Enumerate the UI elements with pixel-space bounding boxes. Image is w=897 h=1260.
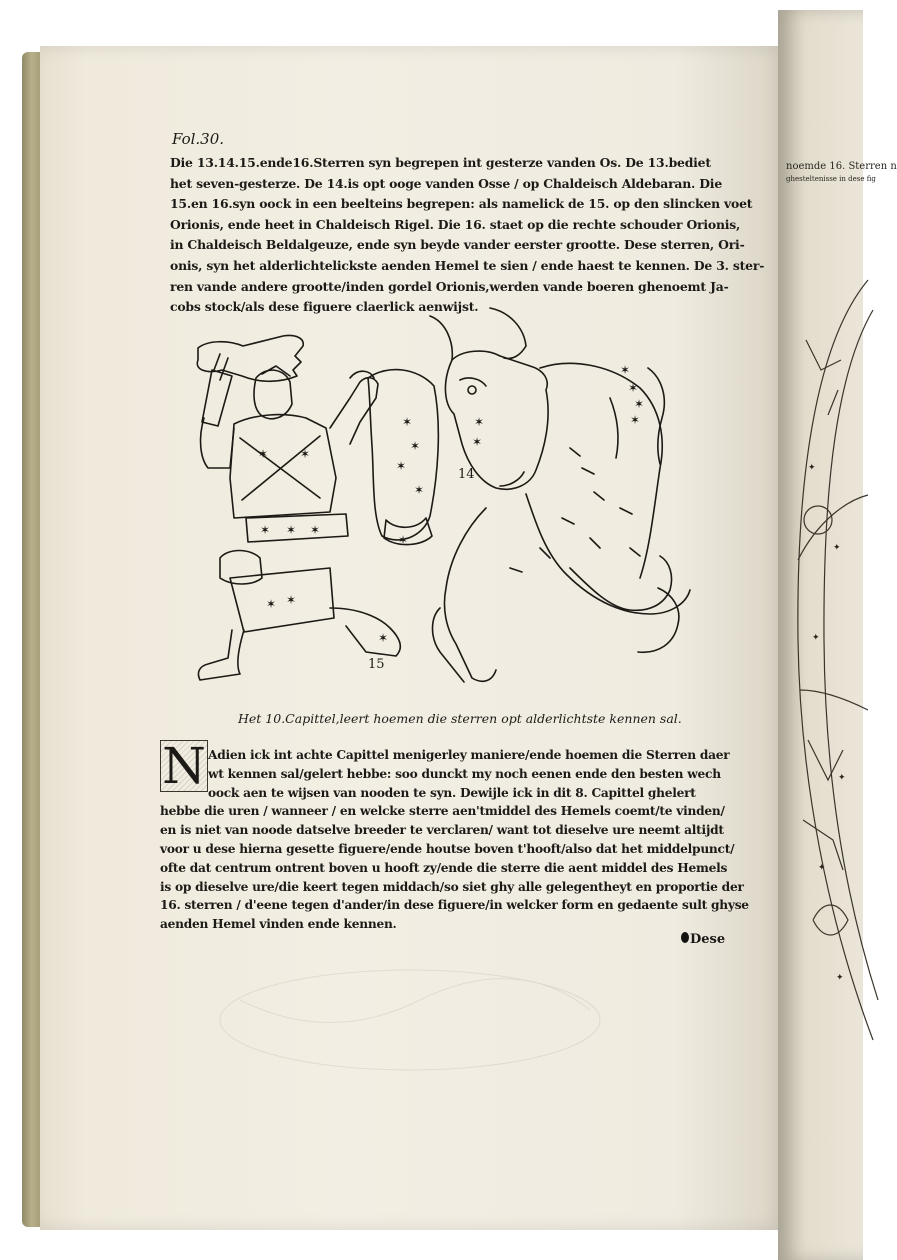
svg-text:✶: ✶ [286,523,297,537]
svg-text:✦: ✦ [836,973,844,983]
text-line: hebbe die uren / wanneer / en welcke sterre aen'tmiddel des Hemels coemt/te vinden/ [160,804,725,819]
svg-text:✶: ✶ [472,435,483,449]
text-line: ren vande andere grootte/inden gordel Orionis,werden vande boeren ghenoemt Ja- [170,278,729,294]
svg-text:✶: ✶ [260,523,271,537]
text-line: 15.en 16.syn oock in een beelteins begrepen: als namelick de 15. op den slincken voet [170,196,753,212]
text-line: Adien ick int achte Capittel menigerley maniere/ende hoemen die Sterren daer [208,748,730,762]
svg-text:✦: ✦ [838,773,846,783]
right-page-header-line-1: noemde 16. Sterren n [786,161,897,172]
text-line: en is niet van noode datselve breeder te verclaren/ want tot dieselve ure neemt altijdt [160,823,724,838]
taurus-figure [430,308,690,682]
text-line: Orionis, ende heet in Chaldeisch Rigel. Die 16. staet op die rechte schouder Orionis, [170,216,741,232]
text-line: wt kennen sal/gelert hebbe: soo dunckt my noch eenen ende den besten wech [208,766,721,781]
paragraph-chapter-text [160,746,749,934]
text-line: oock aen te wijsen van nooden te syn. Dewijle ick in dit 8. Capittel ghelert [208,785,696,800]
svg-text:✶: ✶ [402,415,413,429]
text-line: cobs stock/als dese figuere claerlick aenwijst. [170,299,479,315]
svg-text:✶: ✶ [378,631,389,645]
right-page-header-line-2: ghesteltenisse in dese fig [786,175,876,183]
catchword: Dese [690,932,726,947]
woodcut-orion-taurus [190,308,710,708]
svg-text:✶: ✶ [414,483,425,497]
ink-spot [681,932,689,943]
text-line: is op dieselve ure/die keert tegen middach/so siet ghy alle gelegentheyt en proportie der [160,879,744,894]
svg-text:✶: ✶ [310,523,321,537]
text-line: 16. sterren / d'eene tegen d'ander/in dese figuere/in welcker form en gedaente sult ghyse [160,898,749,913]
svg-text:✶: ✶ [634,397,645,411]
svg-text:✶: ✶ [258,447,269,461]
svg-text:✶: ✶ [410,439,421,453]
text-line: Die 13.14.15.ende16.Sterren syn begrepen int gesterze vanden Os. De 13.bediet [170,155,711,170]
text-line: voor u dese hierna gesette figuere/ende houtse boven t'hooft/also dat het middelpunct/ [160,841,735,856]
svg-text:✶: ✶ [266,597,277,611]
orion-number-label: 15 [368,657,385,672]
text-line: ofte dat centrum ontrent boven u hooft zy/ende die sterre die aent middel des Hemels [160,860,728,875]
svg-text:✦: ✦ [818,863,826,873]
taurus-number-label: 14 [458,467,475,482]
svg-text:✦: ✦ [833,543,841,553]
svg-text:✶: ✶ [396,459,407,473]
text-line: aenden Hemel vinden ende kennen. [160,917,397,932]
text-line: onis, syn het alderlichtelickste aenden Hemel te sien / ende haest te kennen. De 3. ster- [170,257,765,273]
svg-text:✦: ✦ [808,463,816,473]
svg-text:✶: ✶ [286,593,297,607]
illustration-caption: Het 10.Capittel,leert hoemen die sterren opt alderlichtste kennen sal. [238,711,682,726]
star-chart-fragment [778,220,863,1220]
text-line: in Chaldeisch Beldalgeuze, ende syn beyde vander eerster grootte. Dese sterren, Ori- [170,237,745,253]
show-through-ghost [200,960,620,1080]
right-page-header [786,160,897,186]
svg-text:✶: ✶ [474,415,485,429]
svg-text:✶: ✶ [300,447,311,461]
svg-text:✦: ✦ [812,633,820,643]
svg-text:✶: ✶ [620,363,631,377]
folio-number: Fol.30. [172,130,225,148]
svg-text:✶: ✶ [398,533,409,547]
svg-text:✶: ✶ [628,381,639,395]
right-page [778,10,897,1260]
orion-figure [197,335,438,680]
text-line: het seven-gesterze. De 14.is opt ooge vanden Osse / op Chaldeisch Aldebaran. Die [170,175,722,191]
paragraph-stars-description [170,153,765,318]
svg-text:✶: ✶ [630,413,641,427]
drop-cap-letter: N [160,740,208,792]
